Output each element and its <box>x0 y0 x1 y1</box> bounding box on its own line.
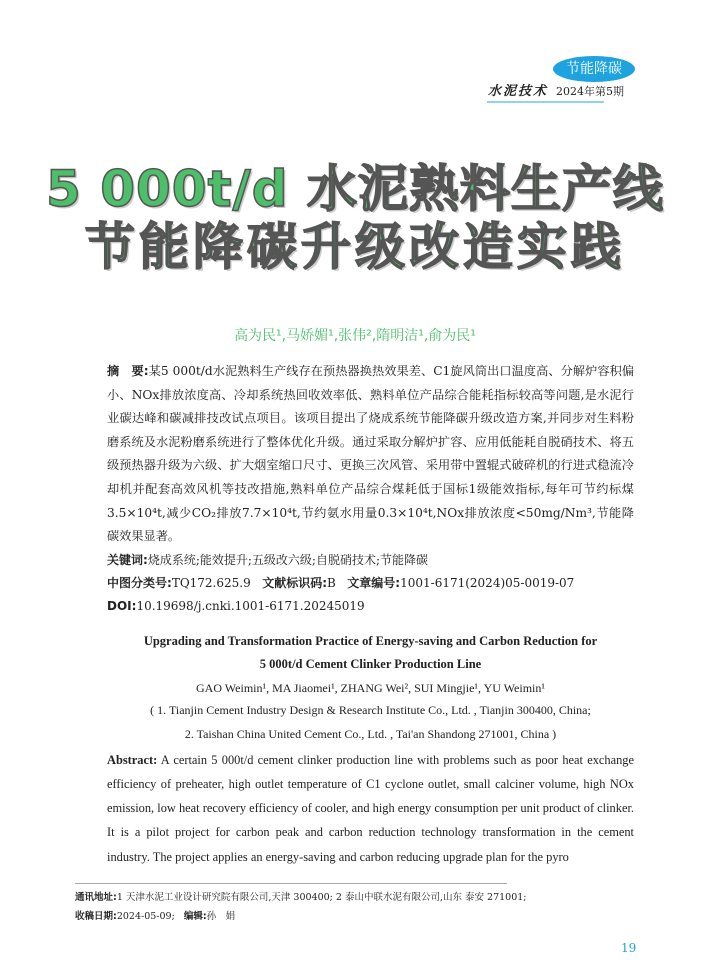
journal-name: 水泥技术 <box>488 84 549 99</box>
affiliation-2: 2. Taishan China United Cement Co., Ltd. , Tai'an Shandong 271001, China ) <box>184 726 557 741</box>
authors-cn: 高为民¹,马娇媚¹,张伟²,隋明洁¹,俞为民¹ <box>234 328 476 344</box>
date-label: 收稿日期: <box>75 910 117 922</box>
clc-label: 中图分类号: <box>107 575 172 590</box>
doi-label: DOI: <box>107 598 137 613</box>
editor-label: 编辑: <box>183 910 207 922</box>
journal-header <box>488 85 624 99</box>
footnote <box>75 888 635 926</box>
title-en-line-1: Upgrading and Transformation Practice of Energy-saving and Carbon Reduction for <box>143 633 598 648</box>
editor: 孙 娟 <box>206 910 236 922</box>
address: 1 天津水泥工业设计研究院有限公司,天津 300400; 2 泰山中联水泥有限公司,山东 泰安 271001; <box>116 891 527 903</box>
section-badge: 节能降碳 <box>553 56 635 82</box>
issue: 2024年第5期 <box>556 85 625 98</box>
affiliations-en <box>107 698 634 746</box>
affiliation-1: ( 1. Tianjin Cement Industry Design & Research Institute Co., Ltd. , Tianjin 300400, China; <box>150 702 591 717</box>
abstract-en <box>107 748 634 869</box>
article-number: 1001-6171(2024)05-0019-07 <box>400 575 575 590</box>
abstract-en-text: A certain 5 000t/d cement clinker production line with problems such as poor heat exchange efficiency of preheater, high outlet temperature of C1 cyclone outlet, small calciner volume, high NOx emission, low heat recovery efficiency of cooler, and high energy consumption per unit product of clinker. It is a pilot project for carbon peak and carbon reduction technology transformation in the cement industry. The project applies an energy-saving and carbon reducing upgrade plan for the pyro <box>107 752 634 864</box>
doi <box>107 595 634 618</box>
page-number: 19 <box>621 940 637 955</box>
keywords <box>107 549 634 572</box>
clc: TQ172.625.9 <box>171 575 251 590</box>
art-label: 文章编号: <box>347 575 401 590</box>
date: 2024-05-09; <box>116 910 175 922</box>
abstract-en-label: Abstract: <box>107 752 158 767</box>
keywords-label: 关键词: <box>107 552 148 567</box>
title-line-2: 节能降碳升级改造实践 <box>85 218 625 276</box>
classification <box>107 572 634 595</box>
address-label: 通讯地址: <box>75 891 117 903</box>
doi-value[interactable]: 10.19698/j.cnki.1001-6171.20245019 <box>136 598 365 613</box>
abstract-cn <box>107 360 634 549</box>
title-en <box>107 630 634 676</box>
doc-code: B <box>327 575 336 590</box>
footnote-rule <box>75 883 507 884</box>
title-en-line-2: 5 000t/d Cement Clinker Production Line <box>259 656 482 671</box>
date-line <box>75 907 635 926</box>
title-line-1: 5 000t/d 水泥熟料生产线 <box>46 160 664 218</box>
address-line <box>75 888 635 907</box>
keywords-text: 烧成系统;能效提升;五级改六级;自脱硝技术;节能降碳 <box>147 552 428 567</box>
abstract-label: 摘 要: <box>107 364 149 378</box>
page-header <box>0 56 710 106</box>
doc-label: 文献标识码: <box>262 575 327 590</box>
authors-en: GAO Weimin¹, MA Jiaomei¹, ZHANG Wei², SUI Mingjie¹, YU Weimin¹ <box>196 680 545 695</box>
footnote-area <box>75 869 635 926</box>
header-rule <box>487 101 604 103</box>
abstract-text: 某5 000t/d水泥熟料生产线存在预热器换热效果差、C1旋风筒出口温度高、分解炉容积偏小、NOx排放浓度高、冷却系统热回收效率低、熟料单位产品综合能耗指标较高等问题,是水泥行业碳达峰和碳减排技改试点项目。该项目提出了烧成系统节能降碳升级改造方案,并同步对生料粉磨系统及水泥粉磨系统进行了整体优化升级。通过采取分解炉扩容、应用低能耗自脱硝技术、将五级预热器升级为六级、扩大烟室缩口尺寸、更换三次风管、采用带中置辊式破碎机的行进式稳流冷却机并配套高效风机等技改措施,熟料单位产品综合煤耗低于国标1级能效指标,每年可节约标煤3.5×10⁴t,减少CO₂排放7.7×10⁴t,节约氨水用量0.3×10⁴t,NOx排放浓度<50mg/Nm³,节能降碳效果显著。 <box>107 364 635 544</box>
